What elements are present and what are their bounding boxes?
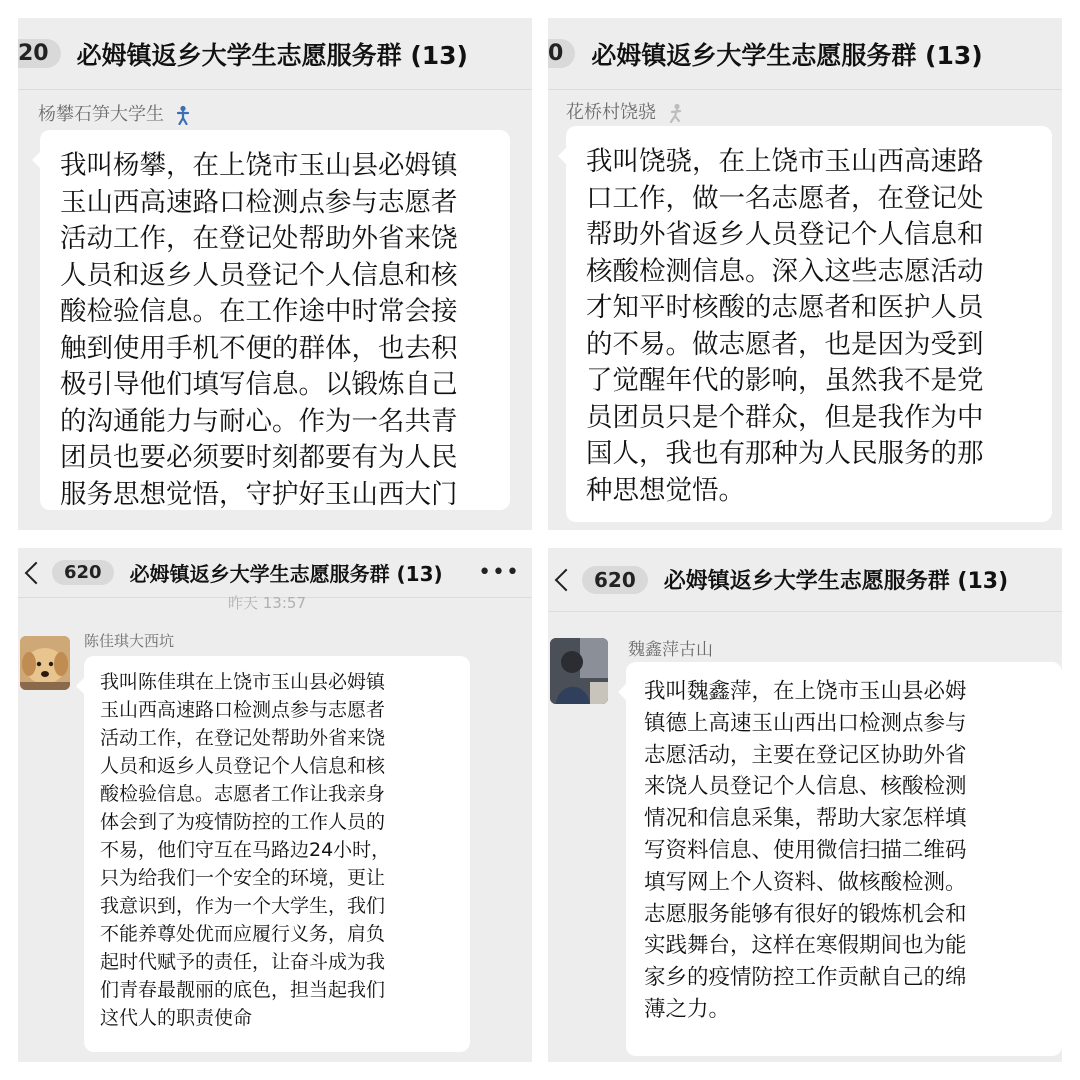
chat-title: 必姆镇返乡大学生志愿服务群 (13) bbox=[591, 40, 983, 70]
chat-title: 必姆镇返乡大学生志愿服务群 (13) bbox=[663, 569, 1009, 594]
person-icon bbox=[668, 103, 684, 123]
chat-screenshot-3 bbox=[18, 548, 532, 1062]
sender-name: 杨攀石笋大学生 bbox=[38, 104, 164, 125]
chat-header bbox=[18, 18, 532, 90]
back-arrow-icon[interactable] bbox=[555, 568, 578, 591]
chat-title: 必姆镇返乡大学生志愿服务群 (13) bbox=[76, 40, 468, 70]
sender-name: 陈佳琪大西坑 bbox=[84, 632, 175, 650]
unread-count-badge[interactable]: 20 bbox=[18, 39, 61, 68]
sender-name-row bbox=[38, 100, 190, 126]
chat-screenshot-4 bbox=[548, 548, 1062, 1062]
avatar[interactable] bbox=[550, 638, 608, 704]
timestamp: 昨天 13:57 bbox=[228, 594, 306, 612]
chat-header bbox=[18, 548, 532, 598]
message-bubble[interactable]: 我叫陈佳琪在上饶市玉山县必姆镇 玉山西高速路口检测点参与志愿者 活动工作，在登记处帮助外省来饶 人员和返乡人员登记个人信息和核 酸检验信息。志愿者工作让我亲身 体会到了为疫情防控的工作人员的 不易，他们守互在马路边24小时， 只为给我们一个安全的环境，更让 我意识到，作为一个大学生，我们 不能养尊处优而应履行义务，肩负 起时代赋予的责任，让奋斗成为我 们青春最靓丽的底色，担当起我们 这代人的职责使命 bbox=[84, 656, 470, 1052]
sender-name: 花桥村饶骁 bbox=[566, 102, 656, 123]
unread-count-badge[interactable]: 620 bbox=[52, 560, 114, 585]
unread-count-badge[interactable]: 0 bbox=[548, 39, 575, 68]
avatar-dog bbox=[20, 636, 70, 690]
chat-screenshot-2 bbox=[548, 18, 1062, 530]
unread-count-badge[interactable]: 620 bbox=[582, 566, 648, 594]
more-options-icon[interactable]: ••• bbox=[478, 560, 520, 585]
back-arrow-icon[interactable] bbox=[25, 561, 48, 584]
message-bubble[interactable]: 我叫魏鑫萍，在上饶市玉山县必姆 镇德上高速玉山西出口检测点参与 志愿活动，主要在登记区协助外省 来饶人员登记个人信息、核酸检测 情况和信息采集，帮助大家怎样填 写资料信息、使用微信扫描二维码 填写网上个人资料、做核酸检测。 志愿服务能够有很好的锻炼机会和 实践舞台，这样在寒假期间也为能 家乡的疫情防控工作贡献自己的绵 薄之力。 bbox=[626, 662, 1062, 1056]
sender-name: 魏鑫萍古山 bbox=[628, 640, 713, 660]
chat-screenshot-1 bbox=[18, 18, 532, 530]
chat-header bbox=[548, 548, 1062, 612]
person-icon bbox=[176, 105, 190, 125]
chat-title: 必姆镇返乡大学生志愿服务群 (13) bbox=[129, 562, 443, 586]
avatar-person bbox=[550, 638, 608, 704]
sender-name-row bbox=[566, 98, 684, 124]
avatar[interactable] bbox=[20, 636, 70, 690]
chat-header bbox=[548, 18, 1062, 90]
message-bubble[interactable]: 我叫饶骁，在上饶市玉山西高速路 口工作，做一名志愿者，在登记处 帮助外省返乡人员登记个人信息和 核酸检测信息。深入这些志愿活动 才知平时核酸的志愿者和医护人员 的不易。做志愿者，也是因为受到 了觉醒年代的影响，虽然我不是党 员团员只是个群众，但是我作为中 国人，我也有那种为人民服务的那 种思想觉悟。 bbox=[566, 126, 1052, 522]
message-bubble[interactable]: 我叫杨攀，在上饶市玉山县必姆镇 玉山西高速路口检测点参与志愿者 活动工作，在登记处帮助外省来饶 人员和返乡人员登记个人信息和核 酸检验信息。在工作途中时常会接 触到使用手机不便的群体，也去积 极引导他们填写信息。以锻炼自己 的沟通能力与耐心。作为一名共青 团员也要必须要时刻都要有为人民 服务思想觉悟，守护好玉山西大门 bbox=[40, 130, 510, 510]
